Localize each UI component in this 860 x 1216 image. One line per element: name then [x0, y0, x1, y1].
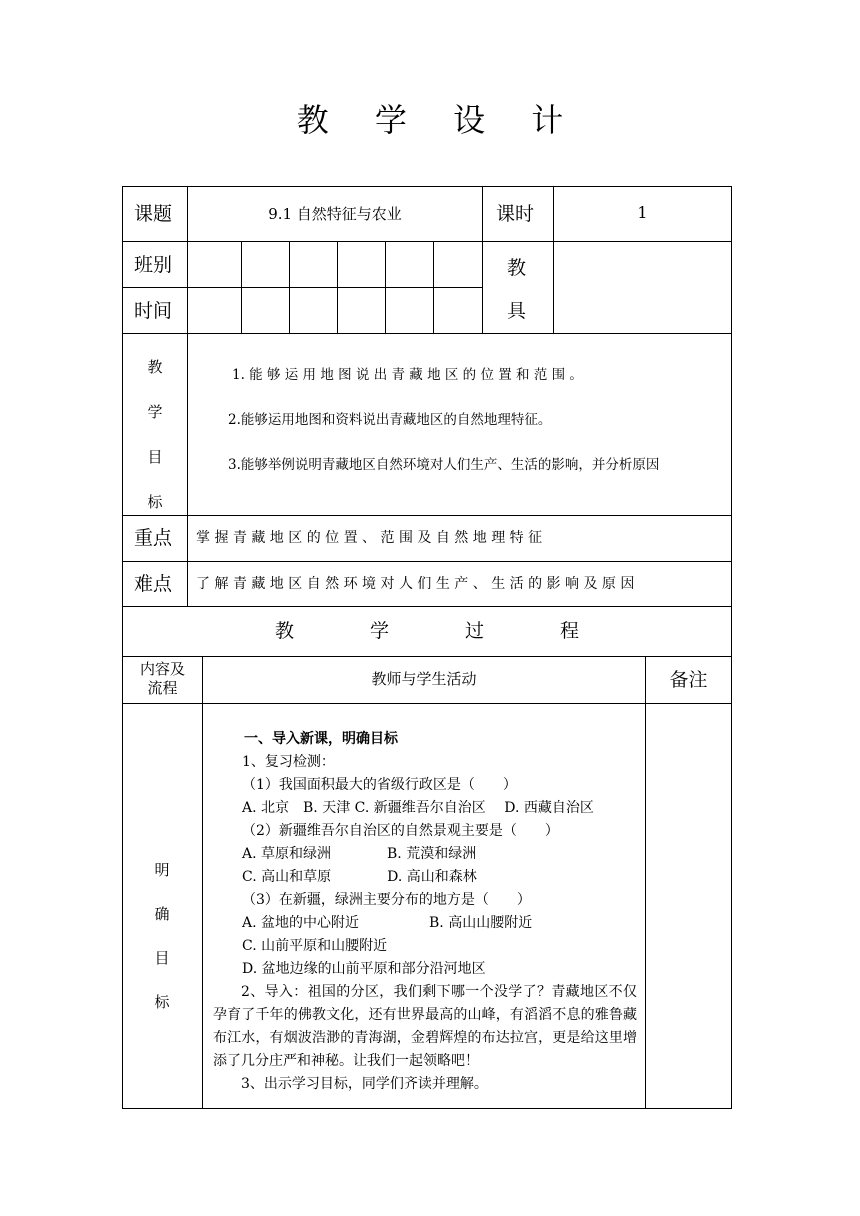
hours-label: 课时 — [496, 203, 535, 225]
section-heading: 一、导入新课，明确目标 — [244, 731, 398, 747]
content-line: （1）我国面积最大的省级行政区是（ ） — [242, 777, 517, 793]
process-heading: 教 学 过 程 — [274, 620, 579, 642]
key-point-text: 掌 握 青 藏 地 区 的 位 置 、 范 围 及 自 然 地 理 特 征 — [196, 530, 543, 546]
difficult-point-label: 难点 — [134, 573, 173, 595]
content-line: A. 盆地的中心附近 B. 高山山腰附近 — [242, 915, 533, 931]
activity-column-header: 教师与学生活动 — [371, 670, 477, 688]
topic-label: 课题 — [134, 203, 173, 225]
hours-value: 1 — [637, 203, 648, 222]
content-line: （2）新疆维吾尔自治区的自然景观主要是（ ） — [242, 823, 559, 839]
intro-paragraph: 2、导入：祖国的分区，我们剩下哪一个没学了？青藏地区不仅孕育了千年的佛教文化，还有世界最高的山峰，有滔滔不息的雅鲁藏布江水，有烟波浩渺的青海湖，金碧辉煌的布达拉宫，更是给这里增添了几分庄严和神秘。让我们一起领略吧！ — [213, 984, 637, 1069]
objective-item: 1. 能 够 运 用 地 图 说 出 青 藏 地 区 的 位 置 和 范 围 。 — [232, 367, 583, 383]
objective-item: 2.能够运用地图和资料说出青藏地区的自然地理特征。 — [228, 412, 552, 428]
content-line: 1、复习检测： — [242, 754, 335, 770]
content-line: C. 山前平原和山腰附近 — [242, 938, 388, 954]
content-line: A. 北京 B. 天津 C. 新疆维吾尔自治区 D. 西藏自治区 — [242, 800, 594, 816]
content-column-header: 内容及 流程 — [139, 660, 185, 697]
objective-item: 3.能够举例说明青藏地区自然环境对人们生产、生活的影响，并分析原因 — [228, 457, 660, 473]
time-label: 时间 — [134, 300, 173, 322]
tools-label-top: 教 — [507, 257, 527, 279]
content-line: A. 草原和绿洲 B. 荒漠和绿洲 — [242, 846, 477, 862]
objectives-label: 教 学 目 标 — [147, 358, 163, 511]
tools-label-bottom: 具 — [507, 300, 527, 322]
page-title: 教 学 设 计 — [296, 101, 582, 139]
notes-column-header: 备注 — [669, 669, 708, 691]
process-content — [242, 728, 642, 981]
content-line: C. 高山和草原 D. 高山和森林 — [242, 869, 477, 885]
difficult-point-text: 了 解 青 藏 地 区 自 然 环 境 对 人 们 生 产 、 生 活 的 影 响 及 原 因 — [196, 576, 635, 592]
class-label: 班别 — [134, 254, 173, 276]
content-line: D. 盆地边缘的山前平原和部分沿河地区 — [242, 961, 486, 977]
process-section-label: 明 确 目 标 — [154, 861, 170, 1011]
final-line: 3、出示学习目标，同学们齐读并理解。 — [241, 1076, 488, 1092]
key-point-label: 重点 — [134, 527, 173, 549]
content-line: （3）在新疆，绿洲主要分布的地方是（ ） — [242, 892, 531, 908]
topic-value: 9.1 自然特征与农业 — [268, 205, 402, 223]
